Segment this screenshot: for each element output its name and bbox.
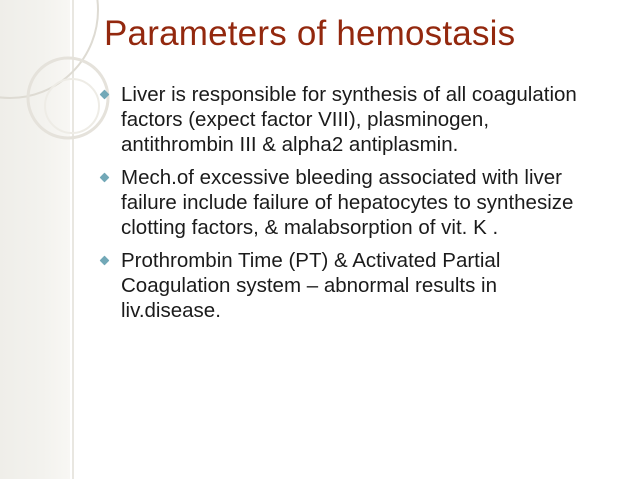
bullet-item-pt-aptt	[100, 248, 600, 323]
diamond-bullet-icon	[100, 173, 110, 183]
bullet-item-liver-synthesis	[100, 82, 600, 157]
diamond-bullet-icon	[100, 90, 110, 100]
left-decorative-strip	[0, 0, 70, 479]
bullet-text: Liver is responsible for synthesis of all coagulation factors (expect factor VIII), plasminogen, antithrombin III & alpha2 antiplasmin.	[121, 83, 577, 156]
bullet-item-bleeding-mechanism	[100, 165, 600, 240]
bullet-text: Mech.of excessive bleeding associated with liver failure include failure of hepatocytes to synthesize clotting factors, & malabsorption of vit. K .	[121, 166, 574, 239]
bullet-text: Prothrombin Time (PT) & Activated Partial Coagulation system – abnormal results in liv.disease.	[121, 249, 501, 322]
bullet-list	[100, 82, 600, 331]
diamond-bullet-icon	[100, 256, 110, 266]
strip-divider-line	[72, 0, 74, 479]
slide-title: Parameters of hemostasis	[104, 14, 516, 53]
